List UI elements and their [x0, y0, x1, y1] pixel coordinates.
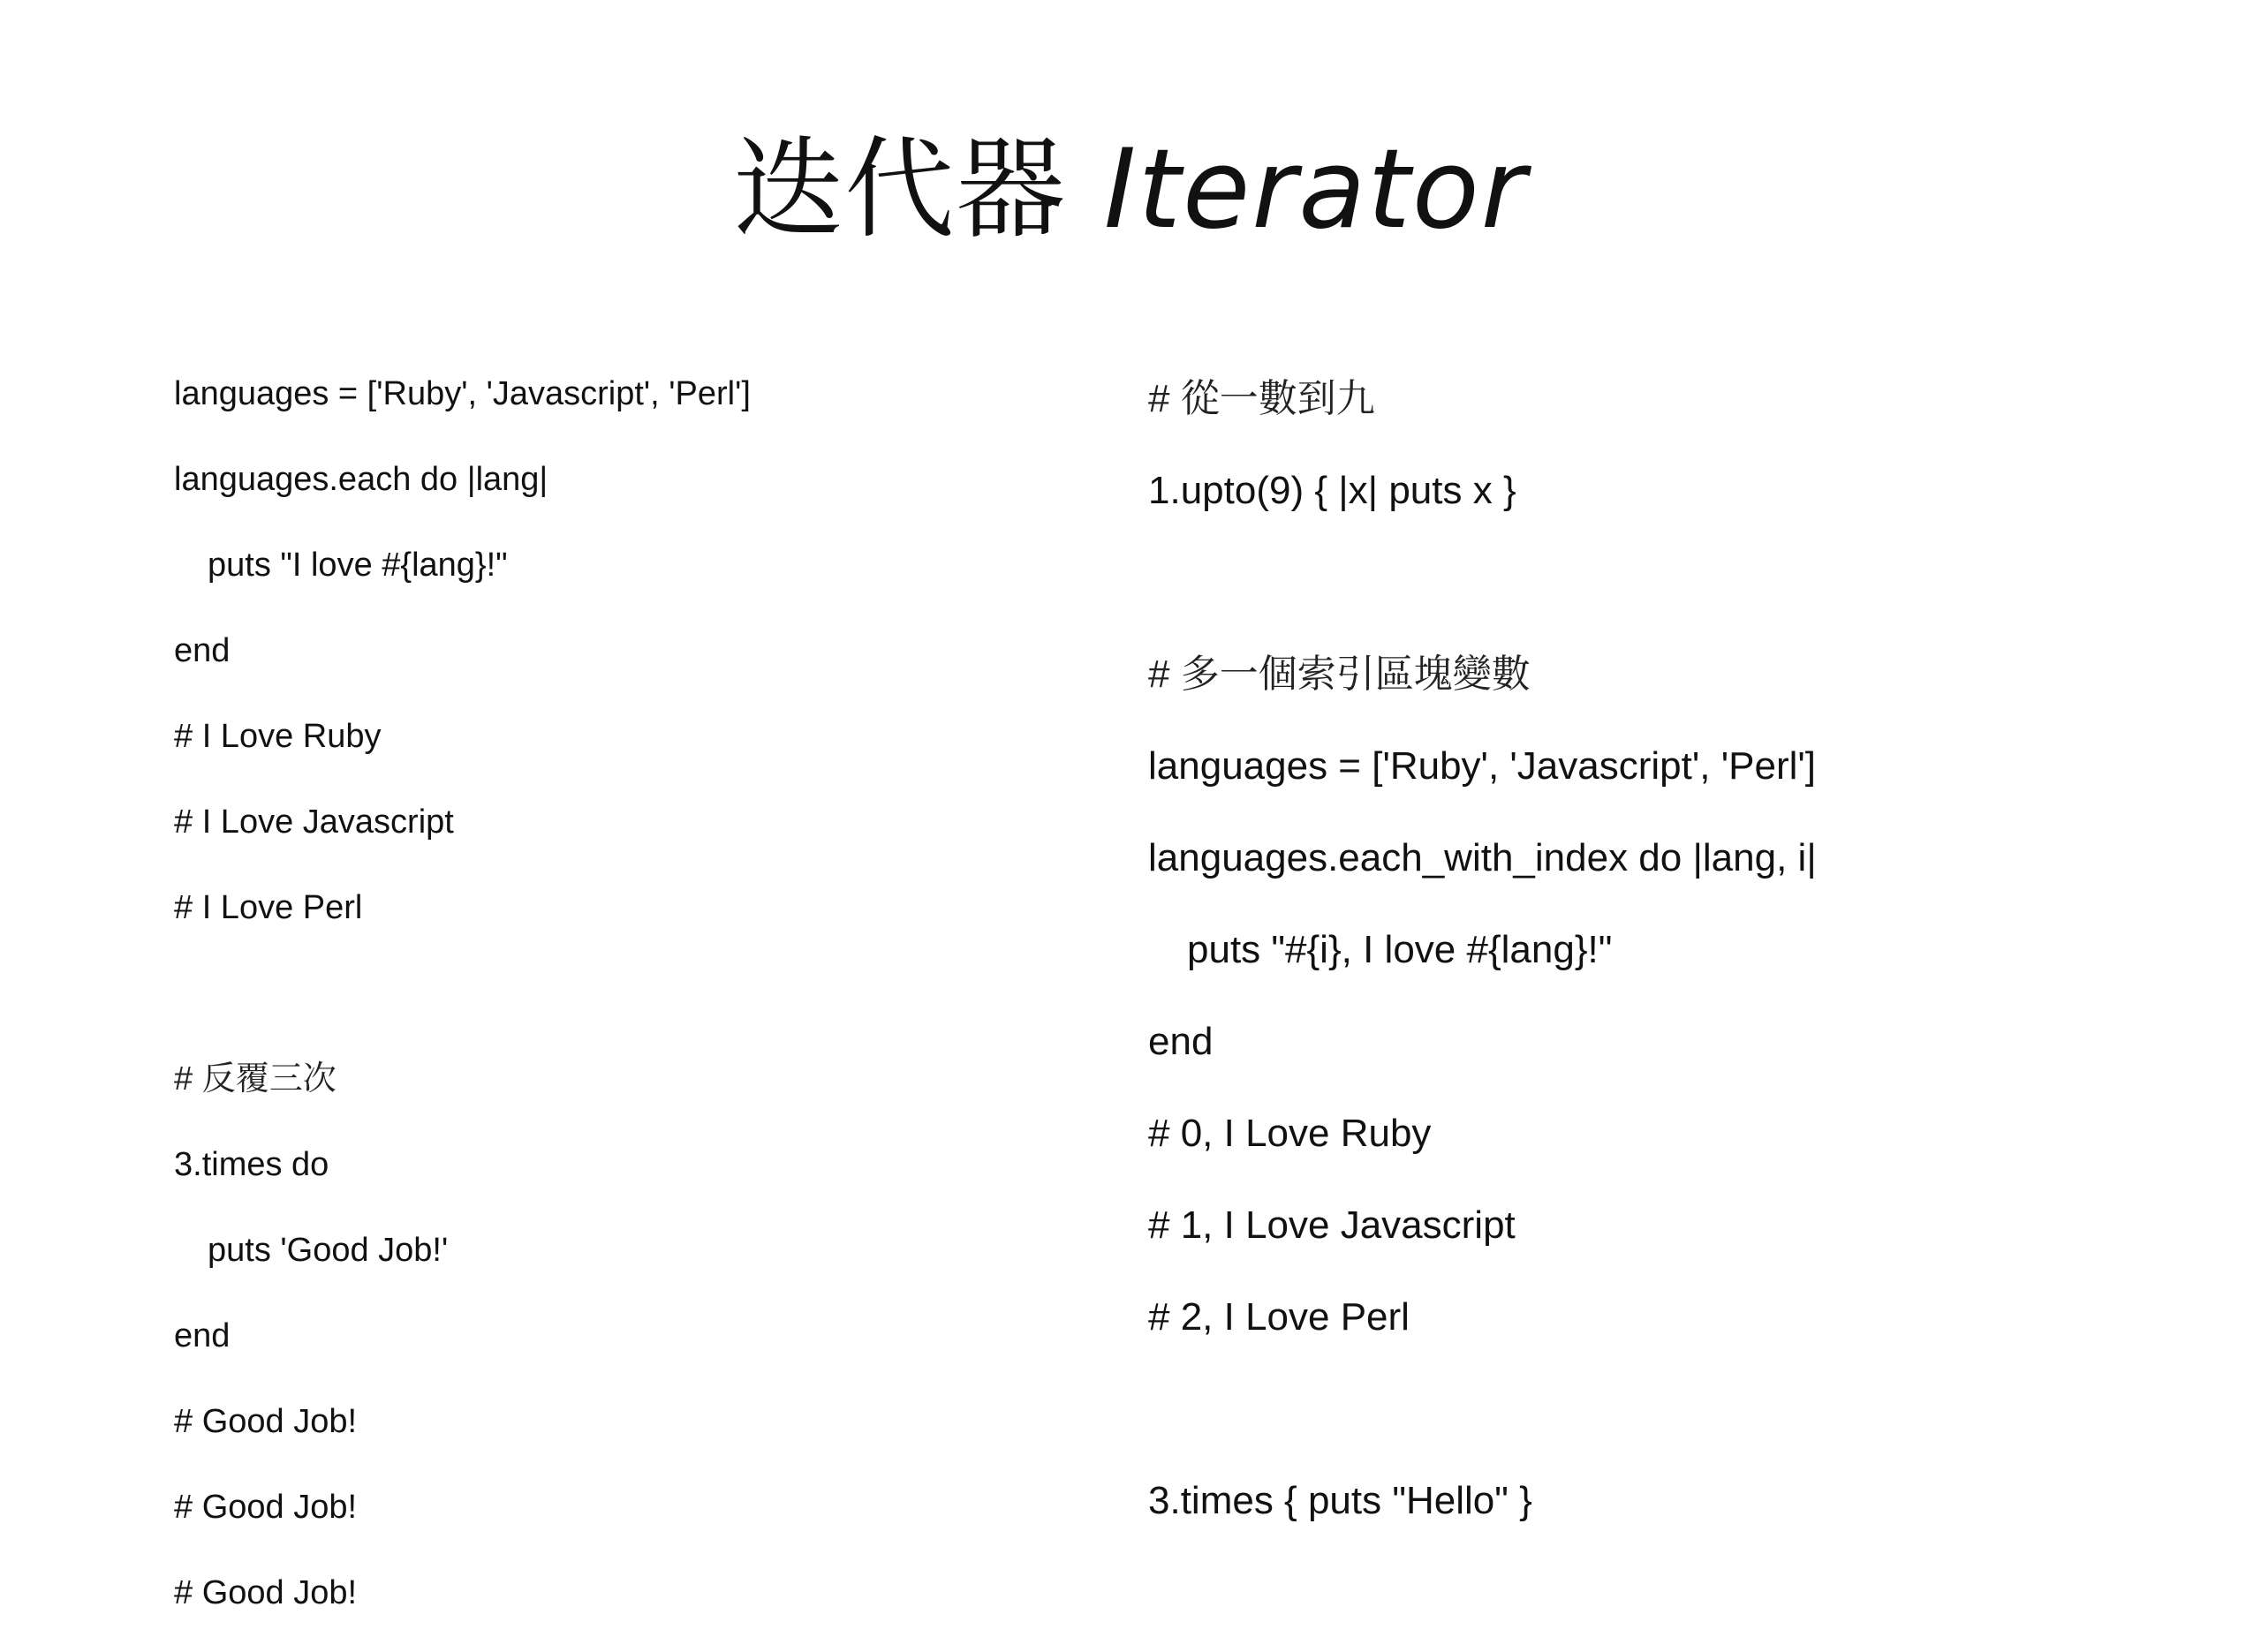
title-latin: Iterator [1103, 126, 1528, 253]
code-line: # Good Job! [174, 1489, 358, 1526]
code-line: # 多一個索引區塊變數 [1148, 653, 1531, 696]
title-cjk: 迭代器 [733, 126, 1068, 253]
code-line: # Good Job! [174, 1403, 358, 1440]
code-line: end [174, 1317, 231, 1354]
code-line: 1.upto(9) { |x| puts x } [1148, 469, 1516, 512]
blank-line [1148, 553, 2208, 613]
code-line: puts "I love #{lang}!" [208, 547, 508, 584]
left-code-block [174, 336, 1101, 1652]
code-line: # 從一數到九 [1148, 377, 1375, 420]
code-line: # 2, I Love Perl [1148, 1295, 1410, 1339]
code-line: languages.each_with_index do |lang, i| [1148, 836, 1817, 879]
code-line: languages.each do |lang| [174, 461, 548, 498]
code-line: # 反覆三次 [174, 1060, 337, 1098]
blank-line [174, 967, 1101, 1021]
code-line: languages = ['Ruby', 'Javascript', 'Perl'] [1148, 744, 1816, 788]
blank-line [1148, 1379, 2208, 1439]
right-code-block [1148, 337, 2208, 1563]
code-line: languages = ['Ruby', 'Javascript', 'Perl'] [174, 375, 751, 412]
slide-title [0, 124, 2261, 256]
code-line: # 0, I Love Ruby [1148, 1112, 1432, 1155]
code-line: 3.times do [174, 1146, 329, 1183]
code-line: # I Love Javascript [174, 803, 454, 841]
code-line: # I Love Perl [174, 889, 363, 926]
code-line: puts 'Good Job!' [208, 1232, 449, 1269]
code-line: # I Love Ruby [174, 718, 382, 755]
code-line: # 1, I Love Javascript [1148, 1203, 1516, 1247]
code-line: end [174, 632, 231, 669]
code-line: puts "#{i}, I love #{lang}!" [1187, 928, 1613, 971]
code-line: end [1148, 1020, 1214, 1063]
code-line: # Good Job! [174, 1574, 358, 1611]
code-line: 3.times { puts "Hello" } [1148, 1479, 1532, 1522]
